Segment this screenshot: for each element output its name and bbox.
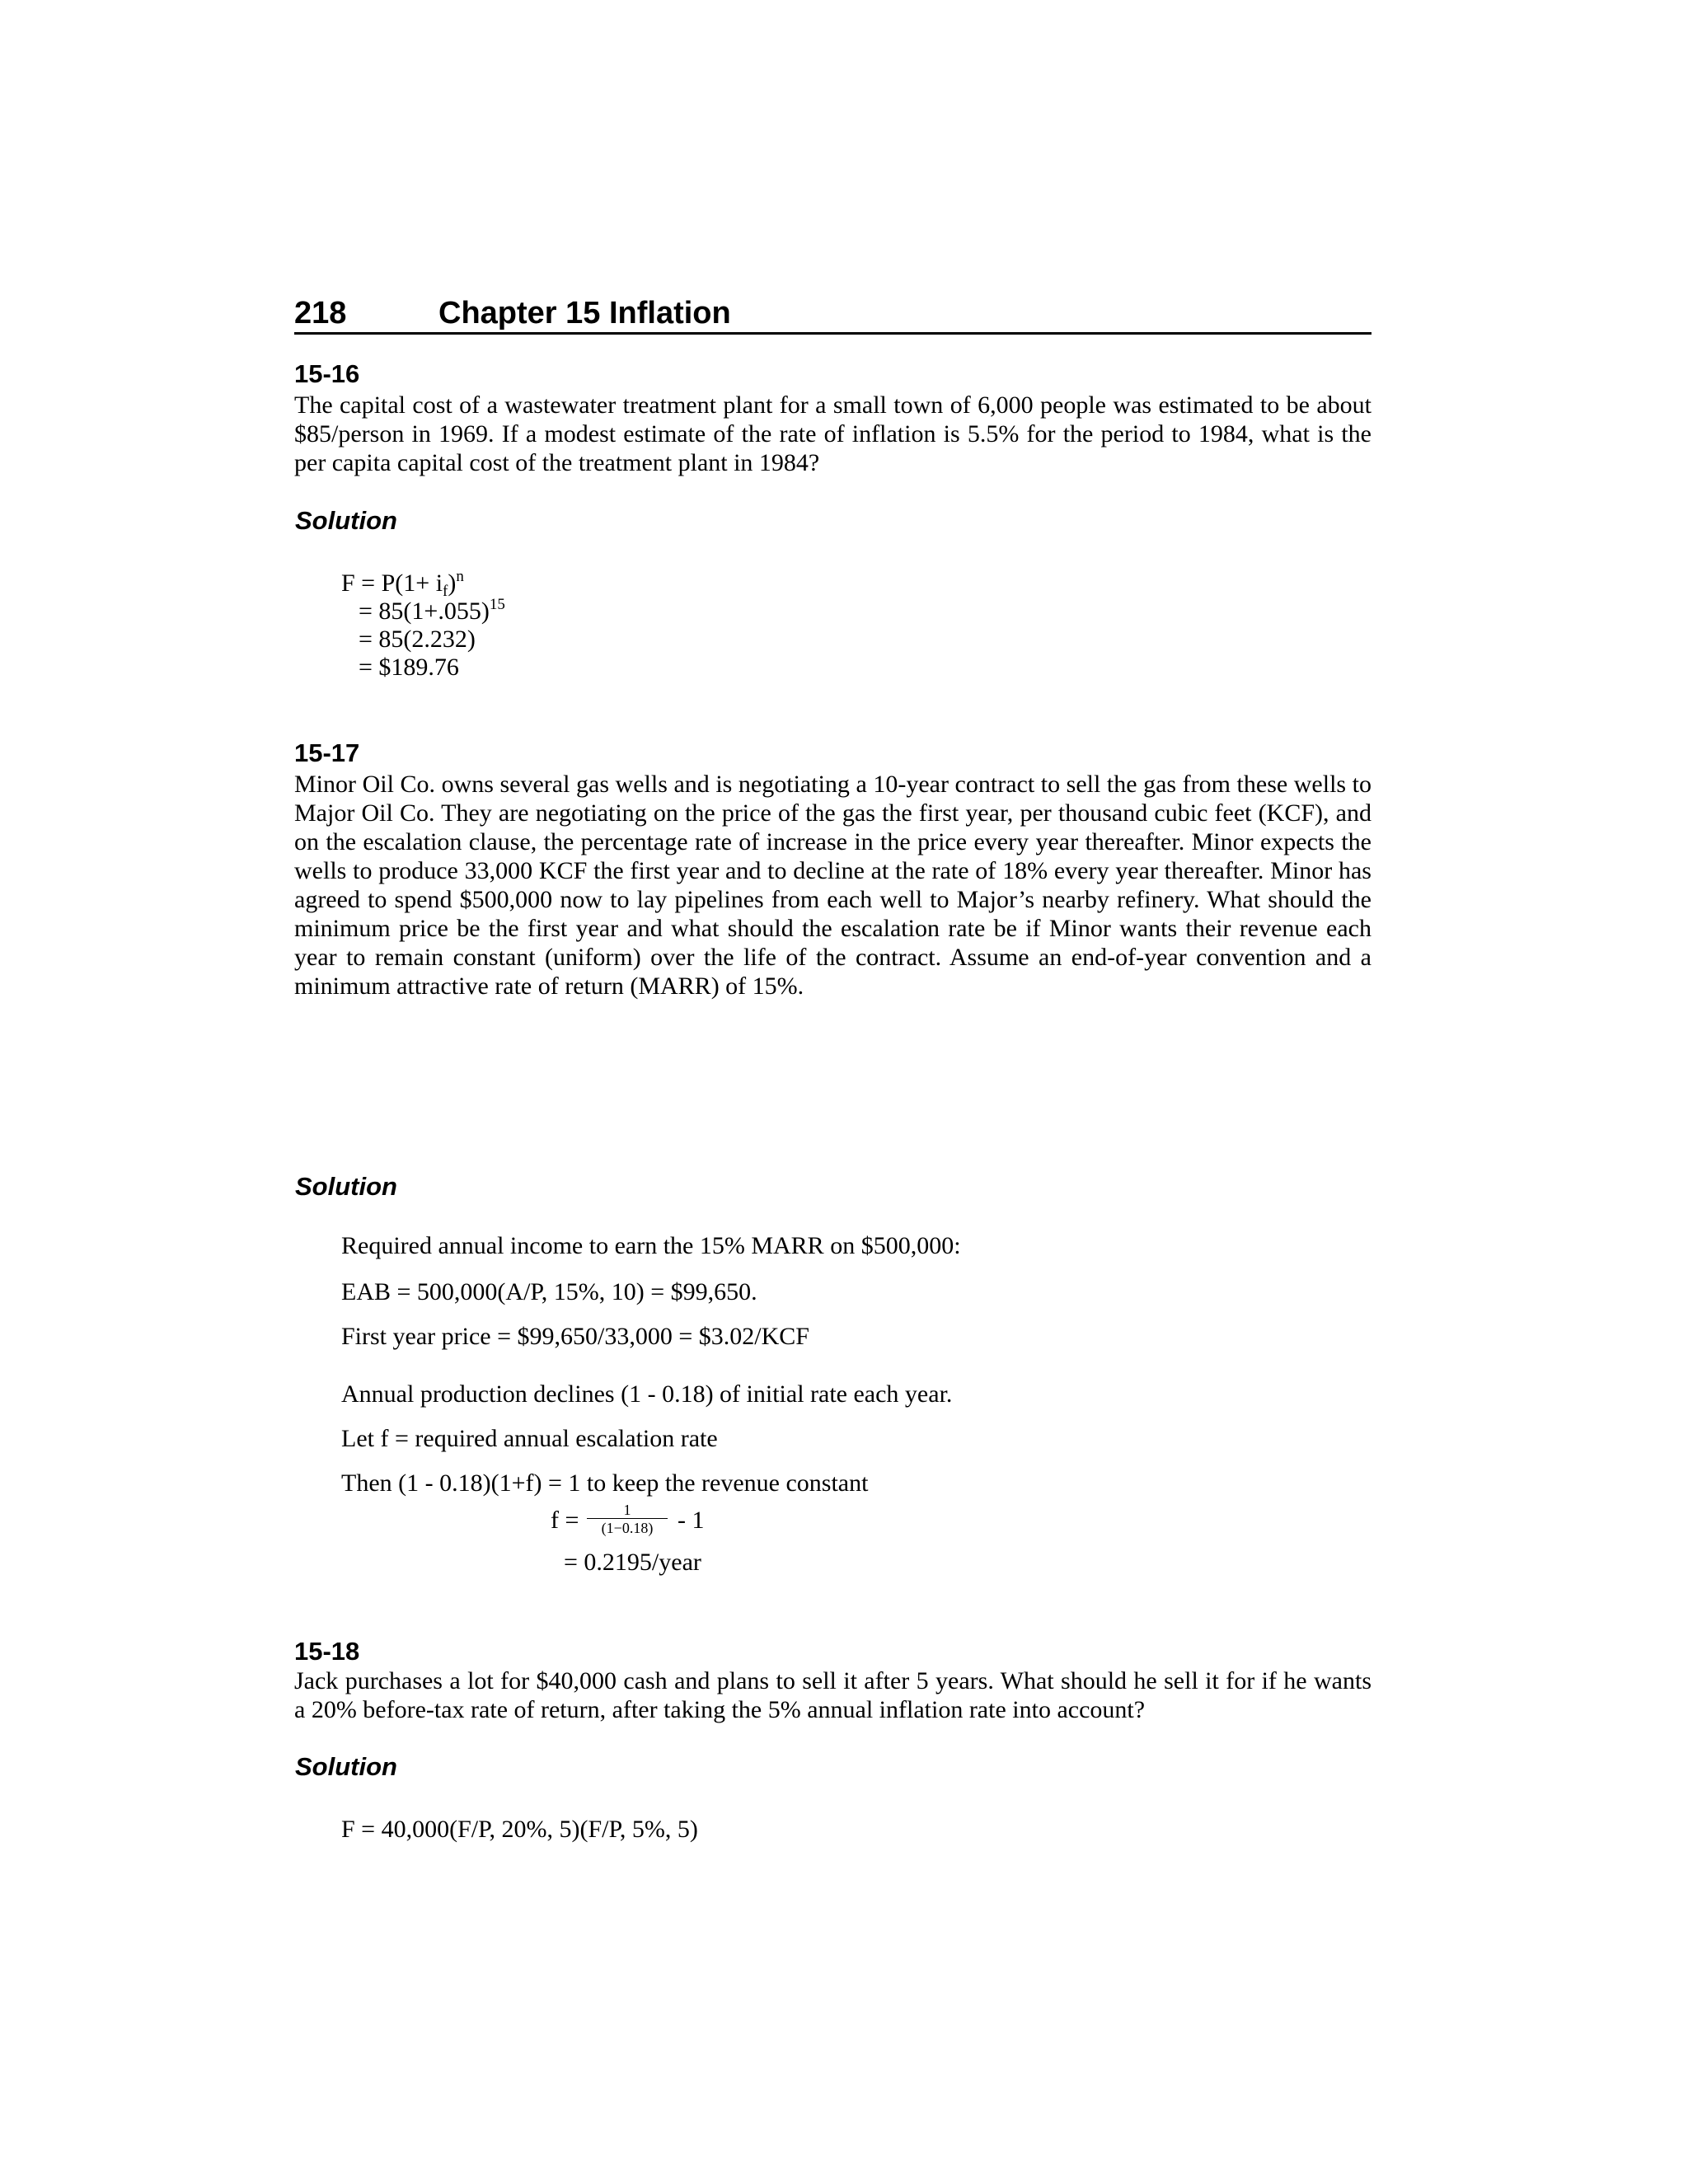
solution-line: EAB = 500,000(A/P, 15%, 10) = $99,650. — [341, 1278, 757, 1305]
fraction-numerator: 1 — [623, 1502, 631, 1518]
problem-number: 15-17 — [294, 738, 360, 767]
problem-number: 15-18 — [294, 1637, 360, 1666]
page-header — [294, 294, 1372, 335]
problem-text: Jack purchases a lot for $40,000 cash and plans to sell it after 5 years. What should he sell it for if he wants a 20% before-tax rate of return, after taking the 5% annual inflation rate into account? — [294, 1667, 1372, 1723]
problem-text: The capital cost of a wastewater treatment plant for a small town of 6,000 people was estimated to be about $85/person in 1969. If a modest estimate of the rate of inflation is 5.5% for the period to 1984, what is the per capita capital cost of the treatment plant in 1984? — [294, 391, 1372, 476]
problem-text: Minor Oil Co. owns several gas wells and is negotiating a 10-year contract to sell the gas from these wells to Major Oil Co. They are negotiating on the price of the gas the first year, per thousand cubic feet (KCF), and on the escalation clause, the percentage rate of increase in the price every year thereafter. Minor expects the wells to produce 33,000 KCF the first year and to decline at the rate of 18% every year thereafter. Minor has agreed to spend $500,000 now to lay pipelines from each well to Major’s nearby refinery. What should the minimum price be the first year and what should the escalation rate be if Minor wants their revenue each year to remain constant (uniform) over the life of the contract. Assume an end-of-year convention and a minimum attractive rate of return (MARR) of 15%. — [294, 771, 1372, 1000]
fraction — [587, 1502, 668, 1537]
equation-result: = 0.2195/year — [564, 1549, 701, 1576]
solution-heading: Solution — [295, 506, 397, 535]
equation-line: = 85(2.232) — [359, 626, 476, 653]
chapter-title: Chapter 15 Inflation — [438, 296, 731, 330]
solution-line: First year price = $99,650/33,000 = $3.02/KCF — [341, 1323, 809, 1350]
solution-line: Required annual income to earn the 15% MARR on $500,000: — [341, 1232, 961, 1259]
fraction-denominator: (1−0.18) — [601, 1520, 654, 1536]
equation-line: = $189.76 — [359, 654, 459, 681]
solution-line: Then (1 - 0.18)(1+f) = 1 to keep the revenue constant — [341, 1469, 869, 1497]
solution-line: Annual production declines (1 - 0.18) of initial rate each year. — [341, 1380, 953, 1408]
solution-heading: Solution — [295, 1752, 397, 1781]
equation-line: = $85(1+.055)^{15}$ — [359, 596, 505, 625]
equation-label: f = — [551, 1507, 579, 1534]
equation-line: $F = P(1+ i_f)^n$ — [341, 568, 464, 600]
solution-heading: Solution — [295, 1172, 397, 1201]
problem-number: 15-16 — [294, 359, 360, 388]
solution-line: F = 40,000(F/P, 20%, 5)(F/P, 5%, 5) — [341, 1816, 698, 1843]
page-number: 218 — [294, 296, 347, 330]
equation-line: - 1 — [678, 1507, 705, 1534]
solution-line: Let f = required annual escalation rate — [341, 1425, 718, 1452]
